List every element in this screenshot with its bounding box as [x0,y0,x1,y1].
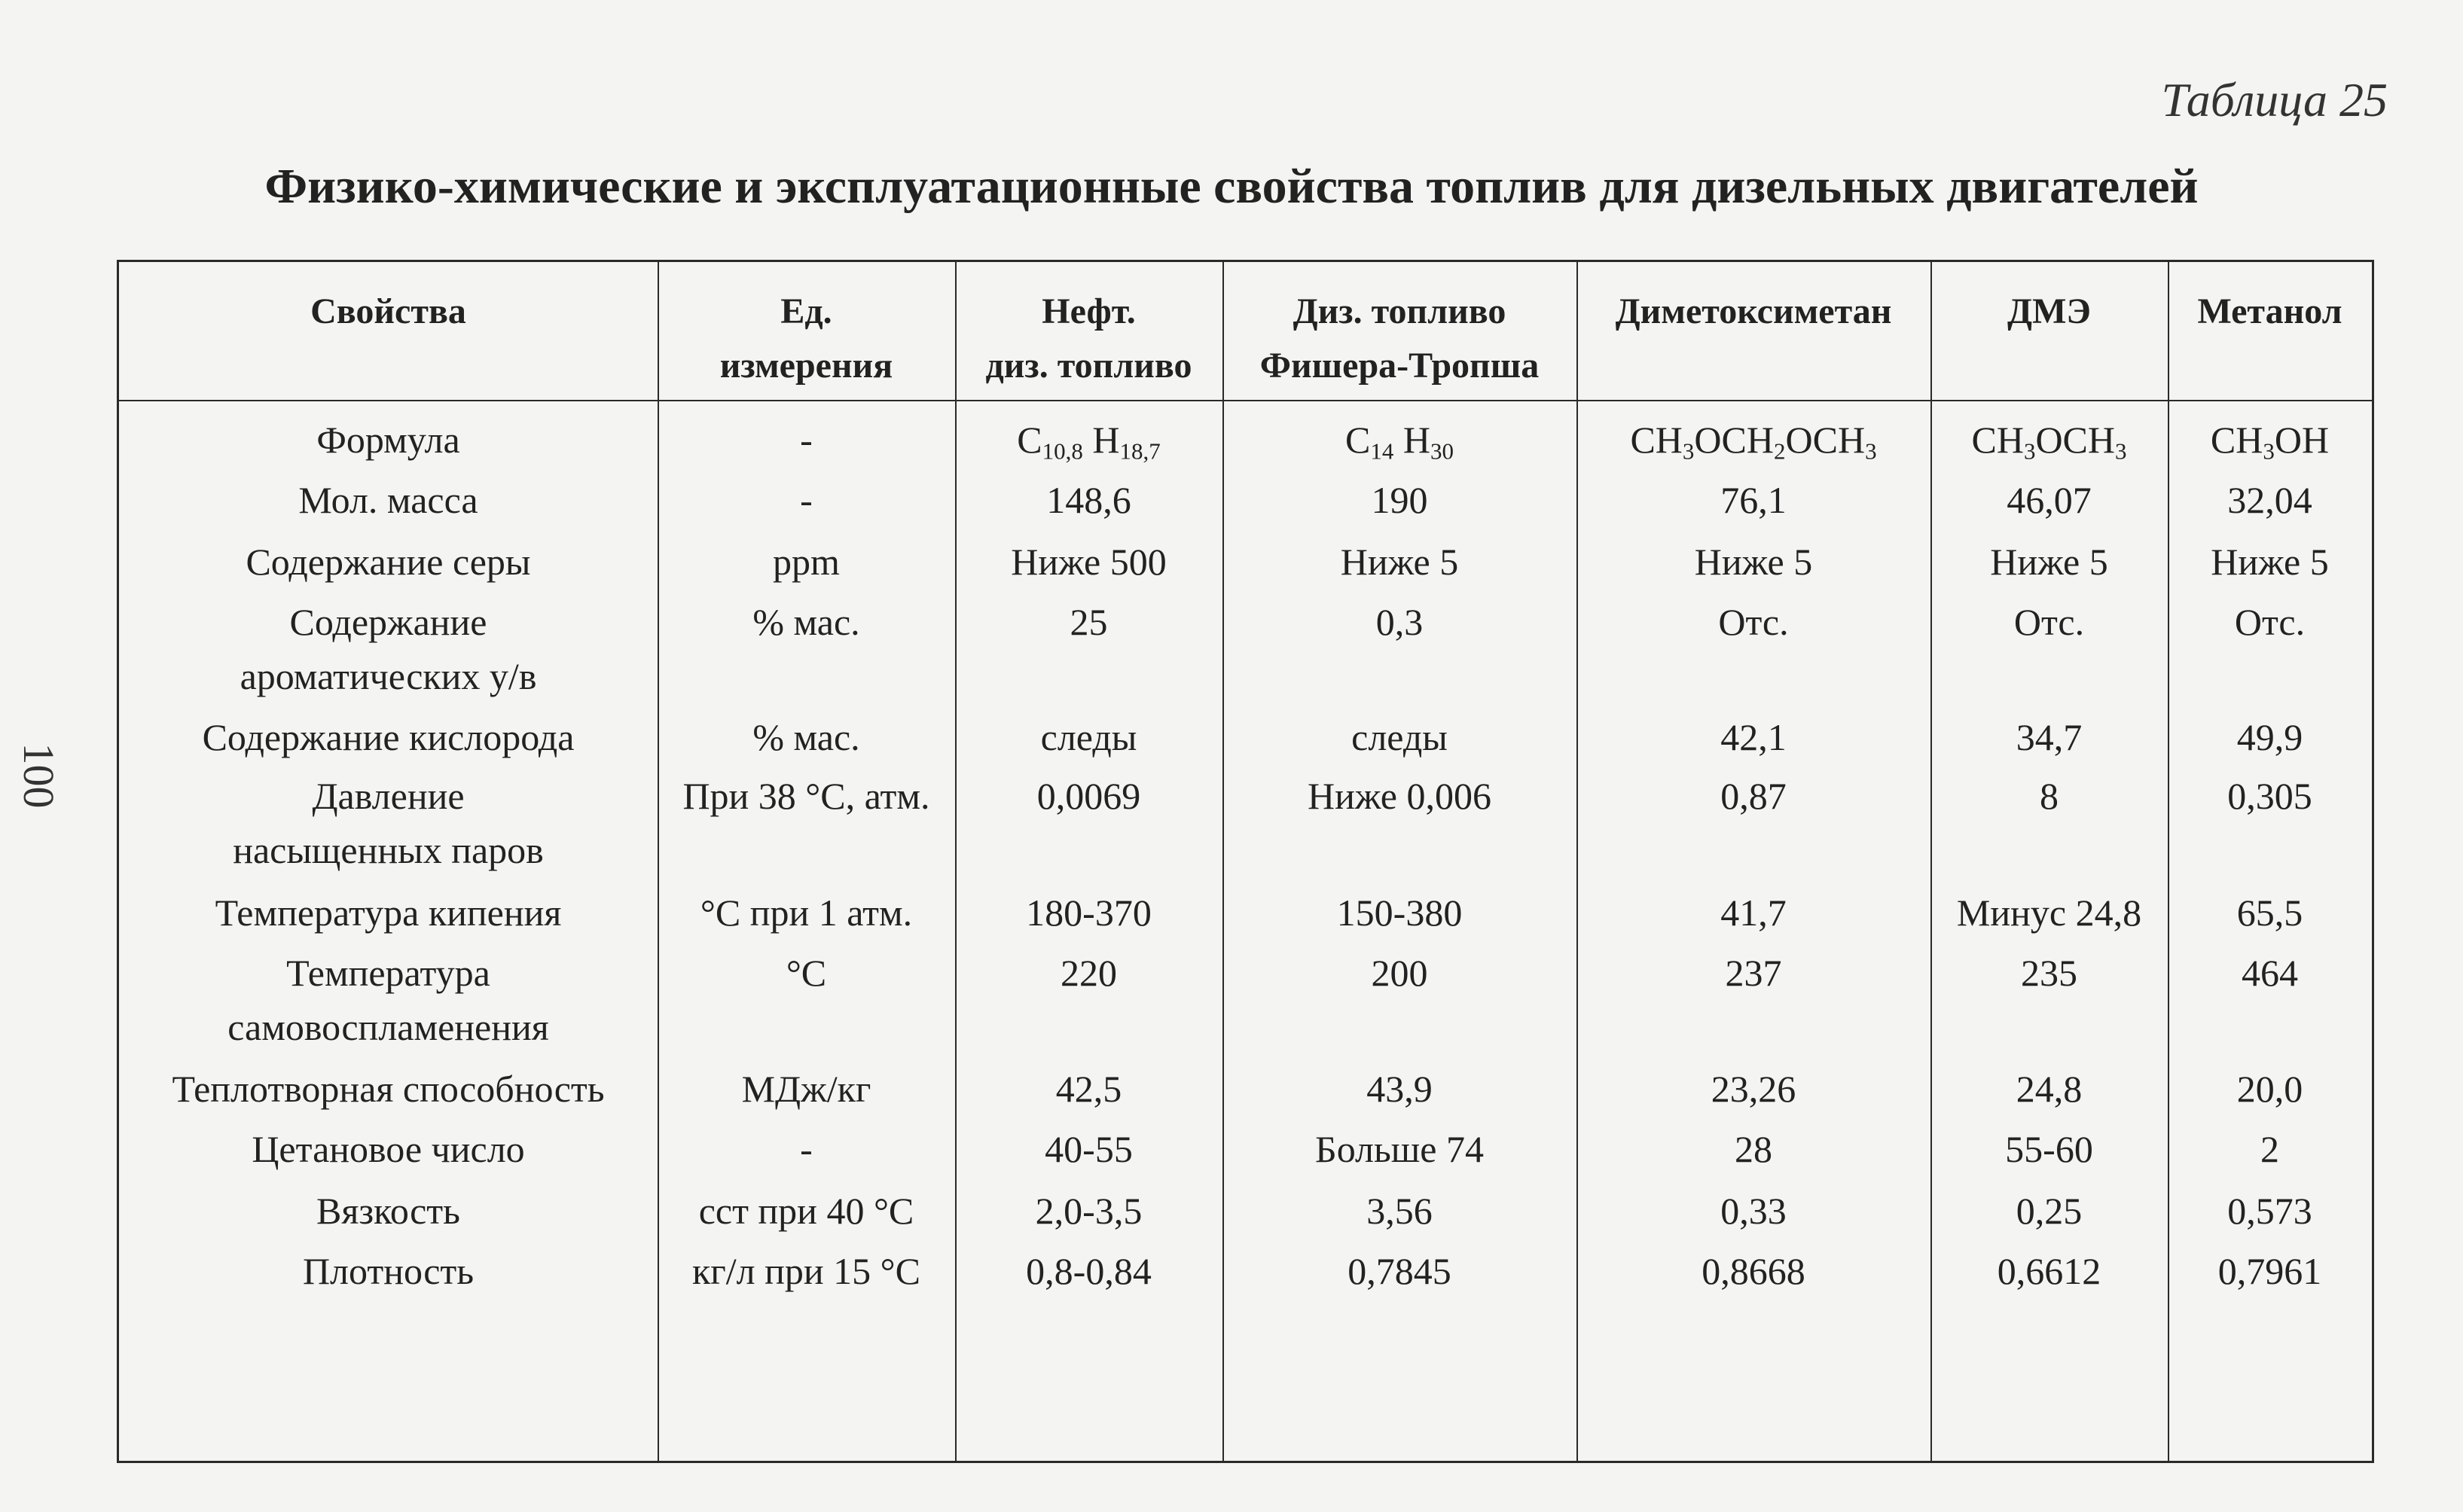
unit-cell: °С при 1 атм. [700,892,913,934]
value-cell: 464 [2242,952,2298,994]
property-name: Давление насыщенных паров [233,775,544,871]
value-cell: 0,7961 [2217,1250,2322,1292]
formula-cell: $C_{10,8}$ $H_{18,7}$ [1017,419,1161,465]
value-cell: 76,1 [1720,479,1787,521]
column-header: Свойства [310,291,466,331]
header-divider [119,400,2372,401]
property-name: Температура кипения [215,892,562,934]
value-cell: Ниже 5 [2211,541,2329,583]
column-header: Диметоксиметан [1615,291,1892,331]
column-header: Ед. измерения [719,291,893,386]
value-cell: 24,8 [2016,1068,2083,1110]
value-cell: Отс. [2013,601,2085,643]
value-cell: Ниже 5 [1694,541,1813,583]
value-cell: 25 [1070,601,1108,643]
unit-cell: % мас. [752,601,860,643]
unit-cell: - [800,419,813,461]
value-cell: Ниже 5 [1340,541,1459,583]
value-cell: 237 [1725,952,1782,994]
page-title: Физико-химические и эксплуатационные свойства топлив для дизельных двигателей [264,159,2199,214]
value-cell: 0,7845 [1347,1250,1451,1292]
property-name: Содержание серы [246,541,531,583]
value-cell: Ниже 5 [1990,541,2108,583]
value-cell: 0,87 [1720,775,1787,817]
value-cell: 2 [2260,1128,2279,1170]
value-cell: 0,8-0,84 [1026,1250,1152,1292]
unit-cell: - [800,479,813,521]
value-cell: 148,6 [1046,479,1131,521]
value-cell: 0,8668 [1702,1250,1805,1292]
value-cell: 42,1 [1720,716,1787,758]
value-cell: 235 [2021,952,2077,994]
value-cell: 0,573 [2227,1190,2312,1232]
value-cell: 32,04 [2227,479,2312,521]
property-name: Содержание ароматических у/в [240,601,537,697]
value-cell: 150-380 [1336,892,1463,934]
value-cell: 43,9 [1366,1068,1433,1110]
column-header: ДМЭ [2007,291,2091,331]
formula-cell: $CH_3OCH_2OCH_3$ [1630,419,1877,465]
value-cell: 200 [1371,952,1428,994]
column-header: Метанол [2197,291,2342,331]
unit-cell: кг/л при 15 °С [691,1250,920,1292]
value-cell: 2,0-3,5 [1035,1190,1143,1232]
value-cell: 0,33 [1720,1190,1787,1232]
property-name: Температура самовоспламенения [227,952,549,1048]
value-cell: 3,56 [1366,1190,1433,1232]
value-cell: Минус 24,8 [1956,892,2142,934]
property-name: Теплотворная способность [172,1068,605,1110]
value-cell: 20,0 [2236,1068,2303,1110]
value-cell: 190 [1371,479,1428,521]
value-cell: 55-60 [2005,1128,2093,1170]
unit-cell: - [800,1128,813,1170]
value-cell: 65,5 [2236,892,2303,934]
value-cell: 0,305 [2227,775,2312,817]
value-cell: 23,26 [1711,1068,1796,1110]
value-cell: Отс. [1718,601,1789,643]
value-cell: 42,5 [1055,1068,1122,1110]
property-name: Вязкость [316,1190,460,1232]
unit-cell: °С [786,952,827,994]
property-name: Формула [316,419,460,461]
column-header: Диз. топливо Фишера-Тропша [1259,291,1540,386]
unit-cell: ppm [773,541,840,583]
value-cell: 41,7 [1720,892,1787,934]
value-cell: 0,0069 [1036,775,1141,817]
page-number: 100 [14,742,63,809]
formula-cell: $CH_3OCH_3$ [1971,419,2127,465]
unit-cell: % мас. [752,716,860,758]
value-cell: 220 [1061,952,1117,994]
formula-cell: $CH_3OH$ [2210,419,2330,465]
value-cell: 49,9 [2236,716,2303,758]
value-cell: 28 [1735,1128,1772,1170]
unit-cell: При 38 °С, атм. [682,775,930,817]
table-label: Таблица 25 [2161,73,2388,127]
property-name: Мол. масса [298,479,478,521]
value-cell: следы [1040,716,1137,758]
property-name: Содержание кислорода [202,716,575,758]
value-cell: 46,07 [2007,479,2092,521]
formula-cell: $C_{14}$ $H_{30}$ [1345,419,1454,465]
value-cell: 8 [2040,775,2059,817]
value-cell: Ниже 500 [1011,541,1167,583]
unit-cell: сст при 40 °С [698,1190,914,1232]
column-header: Нефт. диз. топливо [985,291,1192,386]
value-cell: 0,25 [2016,1190,2083,1232]
value-cell: следы [1351,716,1448,758]
property-name: Плотность [302,1250,475,1292]
value-cell: 0,6612 [1997,1250,2101,1292]
value-cell: 40-55 [1045,1128,1133,1170]
value-cell: Отс. [2234,601,2306,643]
value-cell: Больше 74 [1315,1128,1484,1170]
unit-cell: МДж/кг [741,1068,871,1110]
value-cell: Ниже 0,006 [1308,775,1491,817]
properties-table [117,260,2374,1463]
value-cell: 34,7 [2016,716,2083,758]
property-name: Цетановое число [252,1128,525,1170]
value-cell: 0,3 [1375,601,1424,643]
value-cell: 180-370 [1026,892,1152,934]
